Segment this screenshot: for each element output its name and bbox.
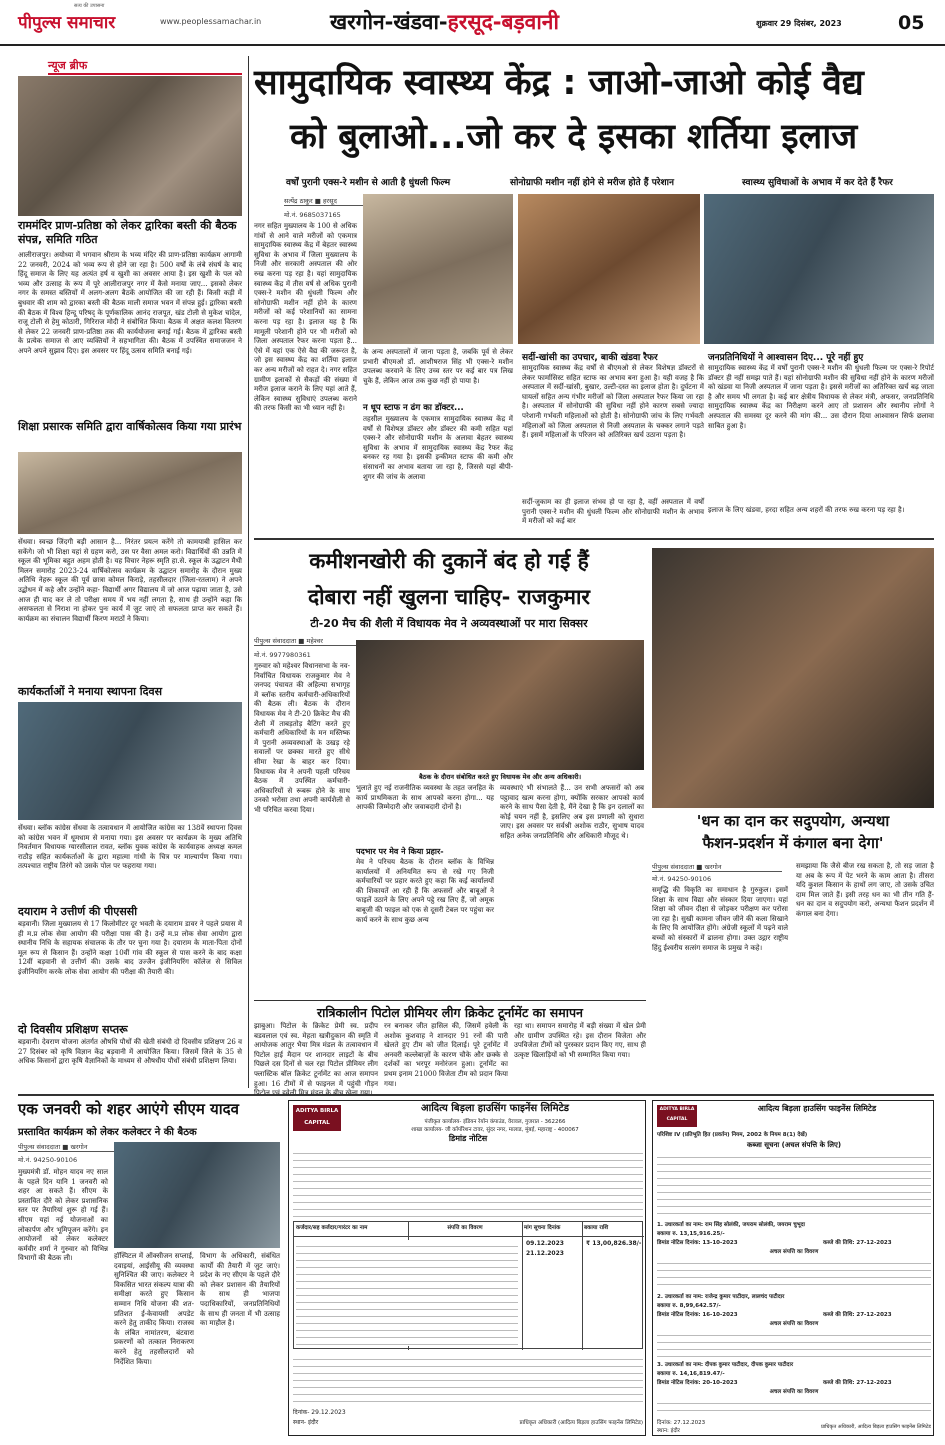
commission-col2: भुलाते हुए नई राजनीतिक व्यवस्था के तहत जनहित के कार्य प्राथमिकता के साथ आपको करना होगा... यह आपकी जिम्मेदारी और जवाबदारी दोनों है। <box>356 784 494 812</box>
story1-body: आलीराजपुर। अयोध्या में भगवान श्रीराम के भव्य मंदिर की प्राण-प्रतिष्ठा कार्यक्रम आगामी 22 जनवरी, 2024 को भव्य रूप से होने जा रहा है। 500 वर्षों के लंबे संघर्ष के बाद हिंदू समाज के लिए यह अत्यंत हर्ष व खुशी का अवसर आया है। इस खुशी के पल को भव्य और उत्साह के रूप में पूरे आलीराजपुर नगर में कैसे मनाया जाए... इसको लेकर नगर के समस्त बस्तियों में अलग-अलग बैठकें आयोजित की जा रही हैं। किसी कड़ी में बुधवार की शाम को द्वारका बस्ती की बैठक माली समाज भवन में संपन्न हुई। द्वारिका बस्ती की बैठक में विश्व हिन्दू परिषद् के पूर्णकालिक आनंद राजपूत, खंड टोली से मुकेश चांदेल, राजू टोली से हेमु कोठारी, गिरिराज मोदी ने संबोधित किया। बैठक में अक्षत कलश वितरण से लेकर 22 जनवरी प्राण-प्रतिष्ठा तक की कार्ययोजना बनाई गई। बैठक में द्वारिका बस्ती के प्रत्येक समाज से आए व्यक्तियों ने सहभागिता की। बैठक में उपस्थित समाजजन ने अपने अपने सुझाव दिए। इस अवसर पर हिंदू उत्सव समिति बनाई गई। <box>18 251 242 355</box>
ad-th1: कर्जदार/सह कर्जदार/गारंटर का नाम <box>296 1225 368 1231</box>
issue-date: शुक्रवार 29 दिसंबर, 2023 <box>756 19 842 28</box>
ad2-desc3 <box>657 1397 931 1415</box>
masthead-tagline: सत्य की उपासना <box>74 3 105 9</box>
cm-location: खरगोन <box>70 1143 88 1151</box>
commission-headline-1: कमीशनखोरी की दुकानें बंद हो गई हैं <box>309 549 589 573</box>
donation-mobile: मो.नं. 94250-90106 <box>652 875 712 883</box>
cm-reporter: पीपुल्स संवाददाता <box>18 1143 61 1151</box>
ad-row-date2: 21.12.2023 <box>526 1250 564 1257</box>
cricket-headline: रात्रिकालीन पिटोल प्रीमियर लीग क्रिकेट टूर्नामेंट का समापन <box>317 1005 583 1020</box>
ad-notice-text <box>293 1147 643 1217</box>
ad-notice-title: डिमांड नोटिस <box>448 1134 488 1143</box>
story2-title: शिक्षा प्रसारक समिति द्वारा वार्षिकोत्सव किया गया प्रारंभ <box>18 420 242 433</box>
lead-col1: नगर सहित मुख्यालय के 100 से अधिक गांवों से आने वाले मरीजों को एकमात्र सामुदायिक स्वास्थ्य केंद्र में बेहतर स्वास्थ्य सुविधा के अभाव में जिला मुख्यालय के निजी और सरकारी अस्पताल की ओर रुख करना पड़ रहा है। यहां सामुदायिक स्वास्थ्य केंद्र में तीस वर्ष से अधिक पुरानी एक्स-रे मशीन की धुंधली फिल्म और सोनोग्राफी मशीन नहीं होने के कारण मरीजों को कई परेशानियों का सामना करना पड़ रहा है। इलाज यह है कि मामूली परेशानी होने पर भी मरीजों को जिला अस्पताल रैफर करना पड़ता है... ऐसे में यहां एक ऐसे वैद्य की जरूरत है, जो इस स्वास्थ्य केंद्र का शर्तिया इलाज कर अन्य मरीजों को राहत दे। नगर सहित ग्रामीण इलाकों से सैकड़ों की संख्या में मरीज इलाज कराने के लिए यहां आते हैं, लेकिन स्वास्थ्य सुविधाएं उपलब्ध कराने की तरफ किसी का भी ध्यान नहीं है। <box>254 222 357 413</box>
cm-mobile: मो.नं. 94250-90106 <box>18 1156 78 1164</box>
deck-1: वर्षों पुरानी एक्स-रे मशीन से आती है धुंधली फिल्म <box>286 178 451 188</box>
hospital-corridor-photo <box>704 194 934 344</box>
health-centre-building-photo <box>363 194 513 344</box>
commission-subhead: पदभार पर मेव ने किया प्रहार- <box>356 847 444 856</box>
lead-subhead-3: सर्दी-खांसी का उपचार, बाकी खंडवा रैफर <box>522 353 658 363</box>
ad2-amount3: बकाया रु. 14,16,819.47/- <box>657 1371 725 1377</box>
lead-subhead-4: जनप्रतिनिधियों ने आश्वासन दिए... पूरे नहीं हुए <box>708 353 864 363</box>
lead-headline-line1: सामुदायिक स्वास्थ्य केंद्र : जाओ-जाओ कोई वैद्य <box>254 63 864 103</box>
meeting-photo <box>18 76 242 216</box>
commission-reporter: पीपुल्स संवाददाता <box>254 637 297 645</box>
satsang-crowd-photo <box>652 548 934 808</box>
ad-footer-text <box>293 1353 643 1405</box>
lead-col3b: सर्दी-जुकाम का ही इलाज संभव हो पा रहा है, वहीं अस्पताल में वर्षों पुरानी एक्स-रे मशीन की धुंधली फिल्म और सोनोग्राफी मशीन के अभाव में मरीजों को कई बार <box>522 498 704 526</box>
ad2-item1: 1. उधारकर्ता का नाम: राम सिंह सोलंकी, जयराम सोलंकी, जयराम चुभूदा <box>657 1222 805 1228</box>
website: www.peoplessamachar.in <box>160 17 262 26</box>
ad-place: स्थान- इंदौर <box>293 1419 319 1426</box>
commission-col1: गुरुवार को महेश्वर विधानसभा के नव-निर्वाचित विधायक राजकुमार मेव ने जनपद पंचायत की अहिल्या सभागृह में ब्लॉक स्तरीय कर्मचारी-अधिकारियों की बैठक ली। बैठक के दौरान विधायक मेव ने टी-20 क्रिकेट मैच की शैली में ताबड़तोड़ बैटिंग करते हुए कर्मचारी अधिकारियों के मन मस्तिष्क में पुरानी अव्यवस्थाओं के उखड़ रहे सवालों पर छक्का मारते हुए सीधे सीमा रेखा के बाहर कर दिया। विधायक मेव ने अपनी पहली परिचय बैठक में उपस्थित कर्मचारी-अधिकारियों से रूबरू होने के साथ उनको भरोसा तथा अपनी कार्यशैली से भी परिचित करवा दिया। <box>254 662 350 814</box>
ad2-desc1 <box>657 1257 931 1289</box>
ad2-notice-title: कब्जा सूचना (अचल संपत्ति के लिए) <box>746 1141 842 1149</box>
commission-headline-2: दोबारा नहीं खुलना चाहिए- राजकुमार <box>307 585 591 609</box>
cricket-col1: झाबुआ। पिटोल के क्रिकेट प्रेमी स्व. प्रदीप बडवलाल एवं स्व. मेहता खत्रीदुकान की स्मृति में आयोजक आतुर भैया मित्र मंडल के तत्वावधान में पिटोल हाई मैदान पर शानदार लाइटों के बीच पिछले दस दिनों से चल रहा पिटोल प्रीमियर लीग फ्लास्टिक बॉल क्रिकेट टूर्नामेंट का आज समापन हुआ। 16 टीमों में से फाइनल में पहुंची गौड़न <box>254 1022 378 1088</box>
story4-title: दयाराम ने उत्तीर्ण की पीएससी <box>18 905 138 918</box>
ad-date: दिनांक- 29.12.2023 <box>293 1409 346 1416</box>
story3-title: कार्यकर्ताओं ने मनाया स्थापना दिवस <box>18 685 163 698</box>
ad2-date3: डिमांड नोटिस दिनांक: 20-10-2023 <box>657 1380 738 1386</box>
ad2-possession2: कब्जे की तिथि: 27-12-2023 <box>823 1312 892 1318</box>
ad2-logo <box>657 1105 697 1127</box>
cricket-col3: रहा था। समापन समारोह में बड़ी संख्या में खेल प्रेमी और ग्रामीण उपस्थित रहे। इस दौरान विजेता और उपविजेता टीमों को पुरस्कार प्रदान किए गए, साथ ही उत्कृष्ट खिलाड़ियों को भी सम्मानित किया गया। <box>514 1022 646 1059</box>
ad2-logo-line2: CAPITAL <box>666 1117 688 1122</box>
cm-col2: हॉस्पिटल में ऑक्सीजन सप्लाई, दवाइयां, आईसीयू की व्यवस्था सुनिश्चित की जाए। कलेक्टर ने विकसित भारत संकल्प यात्रा की समीक्षा करते हुए किसान सम्मान निधि योजना की शत-प्रतिशत ई-केवायसी अपडेट करने हेतु ताकीद किया। राजस्व के लंबित नामांतरण, बंटवारा प्रकरणों को तत्काल निराकरण करने हेतु तहसीलदारों को निर्देशित किया। <box>114 1252 194 1366</box>
cm-byline: पीपुल्स संवाददाता ■ खरगोन <box>18 1142 138 1152</box>
cm-col3: विभाग के अधिकारी, संबंधित कार्यों की तैयारी में जुट जाएं। प्रदेश के नए सीएम के पहले दौरे को लेकर प्रशासन की तैयारियों के साथ ही भाजपा पदाधिकारियों, जनप्रतिनिधियों के साथ ही जनता में भी उत्साह का माहौल है। <box>200 1252 280 1328</box>
lead-subhead-2: न धूप स्टाफ न ढंग का डॉक्टर... <box>363 403 464 413</box>
donation-title-2: फैशन-प्रदर्शन में कंगाल बना देगा' <box>702 834 884 852</box>
ad-th3: मांग सूचना दिनांक <box>524 1225 561 1231</box>
ad2-possession1: कब्जे की तिथि: 27-12-2023 <box>823 1240 892 1246</box>
edition-title-b: हरसूद-बड़वानी <box>447 10 559 34</box>
ad2-sub1: अचल संपत्ति का विवरण <box>769 1249 819 1255</box>
lead-mobile: मो.नं. 9685037165 <box>284 211 341 219</box>
ad-table <box>293 1221 643 1349</box>
edition-title-a: खरगोन-खंडवा- <box>330 10 448 34</box>
foundation-day-photo <box>18 702 242 820</box>
ad2-sign: प्राधिकृत अधिकारी, आदित्य बिड़ला हाउसिंग फाइनेंस लिमिटेड <box>820 1424 931 1430</box>
story3-body: सेंधवा। ब्लॉक कांग्रेस सेंधवा के तत्वावधान में आयोजित कांग्रेस का 138वें स्थापना दिवस को कांग्रेस भवन में धूमधाम से मनाया गया। इस अवसर पर कार्यक्रम के मुख्य अतिथि निवर्तमान विधायक ग्यारसीलाल रावत, ब्लॉक युवक कांग्रेस के कार्यवाहक अध्यक्ष कमल राठौड़ सहित कार्यकर्ताओं के द्वारा महात्मा गांधी के चित्र पर माल्यार्पण किया गया। तत्पश्चात राष्ट्रीय तिरंगे को उसके पोल पर फहराया गया। <box>18 824 242 871</box>
commission-col3: व्यवस्थाएं भी संभालते हैं... उन सभी अफसरों को अब पट्ठावाद खत्म करना होगा, क्योंकि सरकार आपको कार्य करने के साथ पैसा देती है, मैंने देखा है कि इन दलालों का कोई चयन नहीं है, इसलिए अब इस प्रणाली को सुधारा जाए। इस अवसर पर सर्वश्री अशोक राठौर, सुभाष यादव सहित अनेक जनप्रतिनिधि और अधिकारी मौजूद थे। <box>500 784 644 840</box>
cricket-col2: रन बनाकर जीत हासिल की, जिसमें हवेली के अशोक कुशवाह ने शानदार 91 रनों की पारी खेलते हुए टीम को जीत दिलाई। पूरे टूर्नामेंट में अनवरी कल्लेबाज़ों के कारण चौके और छक्के से दर्शकों का भरपूर मनोरंजन हुआ। टूर्नामेंट का प्रथम इनाम 21000 विजेता टीम को प्रदान किया गया। <box>384 1022 508 1088</box>
ad-row-date: 09.12.2023 <box>526 1240 564 1247</box>
ad2-place: स्थान: इंदौर <box>657 1428 680 1434</box>
school-event-photo <box>18 452 242 534</box>
donation-col1: समृद्धि की विकृति का समाधान है गुरुकुल। इसमें शिक्षा के साथ विद्या और संस्कार दिया जाएगा। यहां शिक्षा को जीवन दीक्षा से जोड़कर परीक्षण कर परोसा जा रहा है। सुखी कामना जीवन जीने की कला सिखाने के लिए वि आयोजित होंगे। अंग्रेजी स्कूलों में पढ़ने वाले बच्चों को संस्कारों में ढालना होगा। उक्त उद्गार राष्ट्रीय हिंदु ईश्वरीय सत्संग समाज के प्रमुख ने कहे। <box>652 886 788 952</box>
donation-col2: समझाया कि जैसे बीज रख सकता है, तो सड़ जाता है या अब के रूप में पेट भरने के काम आता है। तीसरा यदि कुशल किसान के हाथों लग जाए, तो उसके उचित दाम मिल जाते हैं। इसी तरह धन का भी तीन गति हैं- धन का दान व सदुपयोग करो, अन्यथा फैशन प्रदर्शन में कंगाल बना देगा। <box>796 862 934 918</box>
ad-logo <box>293 1105 341 1131</box>
lead-col3: सामुदायिक स्वास्थ्य केंद्र वर्षों से बीएमओ से लेकर विशेषज्ञ डॉक्टरों से लेकर फार्मासिस्ट सहित स्टाफ का अभाव बना हुआ है। यही वजह है कि अस्पताल में सर्दी-खांसी, बुखार, उल्टी-दस्त का इलाज होता है। दुर्घटना में घायलों सहित अन्य गंभीर मरीजों को जिला अस्पताल रैफर किया जा रहा है। अस्पताल में सोनोग्राफी की सुविधा नहीं होने कारण सबसे ज्यादा परेशानी गर्भवती महिलाओं को होती है। सोनोग्राफी जांच के लिए गर्भवती महिलाओं को जिला अस्पताल से निजी अस्पताल के चक्कर लगाने पड़ते हैं। इसमें महिलाओं के परिजन को अतिरिक्त खर्च उठाना पड़ता है। <box>522 364 704 440</box>
edition-title <box>330 8 559 36</box>
commission-meeting-photo <box>356 640 644 770</box>
lead-deck <box>254 175 934 189</box>
cm-deck: प्रस्तावित कार्यक्रम को लेकर कलेक्टर ने की बैठक <box>18 1127 197 1138</box>
ad2-date1: डिमांड नोटिस दिनांक: 13-10-2023 <box>657 1240 738 1246</box>
possession-notice-ad <box>652 1100 934 1436</box>
story4-body: बड़वानी। जिला मुख्यालय से 17 किलोमीटर दूर भवती के दयाराम डावर ने पहले प्रयास में ही म.प्र लोक सेवा आयोग की परीक्षा पास की है। उन्हें म.प्र लोक सेवा आयोग द्वारा स्थानीय निधि के सहायक संचालक के तौर पर चुना गया है। दयाराम के माता-पिता दोनों मूल रूप से किसान हैं। उन्होंने कक्षा 10वीं गांव की स्कूल से पास करने के बाद कक्षा 12वीं बड़वानी से उत्तीर्ण की। उसके बाद उज्जैन इंजीनियरिंग कॉलेज से सिविल इंजीनियरिंग करके लोक सेवा आयोग की परीक्षा की तैयारी की। <box>18 920 242 976</box>
collector-meeting-photo <box>114 1142 280 1248</box>
ad-branch: शाखा कार्यालय- जी कॉर्पोरेशन टावर, सुंदर नगर, मालाड, मुंबई, महाराष्ट्र - 400067 <box>411 1127 579 1133</box>
ad2-amount2: बकाया रु. 8,99,642.57/- <box>657 1303 721 1309</box>
ad-company: आदित्य बिड़ला हाउसिंग फाइनेंस लिमिटेड <box>421 1103 569 1114</box>
cm-col1: मुख्यमंत्री डॉ. मोहन यादव नए साल के पहले दिन यानि 1 जनवरी को शहर आ सकते हैं। सीएम के प्रस्तावित दौरे को लेकर प्रशासनिक स्तर पर तैयारियां शुरू हो गई हैं। सीएम यहां नई योजनाओं का लोकार्पण और भूमिपूजन करेंगे। इन आयोजनों को लेकर कलेक्टर कर्मवीर शर्मा ने गुरुवार को विभिन्न विभागों की बैठक ली। <box>18 1168 108 1263</box>
ad2-logo-line1: ADITYA BIRLA <box>659 1107 695 1112</box>
hospital-ward-photo <box>518 194 700 344</box>
ad-logo-line2: CAPITAL <box>304 1120 330 1126</box>
ad2-date2: डिमांड नोटिस दिनांक: 16-10-2023 <box>657 1312 738 1318</box>
ad2-sub3: अचल संपत्ति का विवरण <box>769 1389 819 1395</box>
masthead-logo: पीपुल्स समाचार <box>18 13 116 33</box>
left-column <box>18 56 242 906</box>
ad2-item3: 3. उधारकर्ता का नाम: दीपक कुमार पाटीदार, दीपक कुमार पाटीदार <box>657 1362 794 1368</box>
ad2-item2: 2. उधारकर्ता का नाम: राजेन्द्र कुमार पाटीदार, लालचंद पाटीदार <box>657 1294 785 1300</box>
story2-body: सेंधवा। स्वच्छ जिंदगी बड़ी आसान है... निरंतर प्रयत्न करेंगे तो कामयाबी हासिल कर सकेंगे। जो भी शिक्षा यहां से ग्रहण करो, उस पर वैसा अमल करो। विद्यार्थियों की उन्नति में स्कूल की भूमिका बहुत अहम होती है। यह विचार नेहरू स्मृति हा.से. स्कूल के उद्घाटन मैथी मिलन समारोह 2023-24 वार्षिकोत्सव कार्यक्रम के उद्घाटन समारोह के दौरान मुख्य अतिथि नेहरू स्कूल की पूर्व छात्रा कोमल किराड़े, तहसीलदार (जिला-रतलाम) ने अपने उद्बोधन में कहे और उन्होंने कहा- विद्यार्थी अगर विद्यालय में जो आज पढ़ाया जाता है, उसे आज ही याद कर ले तो परीक्षा समय में भय नहीं लगता है, साथ ही उन्होंने कहा कि असफलता से निराश ना होकर पुनः कार्य में जुट जाएं तो सफलता प्राप्त कर सकते हैं। कार्यक्रम का संचालन विद्यार्थी किरण मराठों ने किया। <box>18 538 242 623</box>
demand-notice-ad <box>288 1100 646 1436</box>
ad-row-amount: ₹ 13,00,826.38/- <box>586 1240 642 1247</box>
ad-address: पंजीकृत कार्यालय- इंडियन रेयॉन कंपाउंड, वेरावल, गुजरात - 362266 <box>424 1119 566 1125</box>
commission-col2b: मेव ने परिचय बैठक के दौरान ब्लॉक के विभिन्न कार्यालयों में अनियमित रूप से रखे गए निजी कर्मचारियों पर प्रहार करते हुए कहा कि कई कार्यालयों की शिकायतें आ रही हैं कि अफसरों और बाबूओं ने फाइलें उठाने के लिए अपने पट्ठे रख लिए हैं, जो अमूक बाबूजी की फाइल को एक से दूसरी टेबल पर पहुंचा कर कार्य करने के साथ कुछ अन्य <box>356 858 494 924</box>
lead-col2b: तहसील मुख्यालय के एकमात्र सामुदायिक स्वास्थ्य केंद्र में वर्षों से विशेषज्ञ डॉक्टर और डॉक्टर की कमी सहित यहां एक्स-रे और सोनोग्राफी मशीन के अलावा बेहतर स्वास्थ्य सुविधा के अभाव में सामुदायिक स्वास्थ्य केंद्र रैफर केंद्र बनकर रह गया है। इसकी इन्कीमत स्टाफ की कमी और संसाधनों का अभाव बताया जा रहा है, जिससे यहां बीपी-शुगर की जांच के अलावा <box>363 415 513 481</box>
ad2-company: आदित्य बिड़ला हाउसिंग फाइनेंस लिमिटेड <box>757 1104 877 1113</box>
ad2-date: दिनांक: 27.12.2023 <box>657 1420 706 1426</box>
ad2-sub2: अचल संपत्ति का विवरण <box>769 1321 819 1327</box>
commission-location: महेश्वर <box>306 637 323 645</box>
donation-byline: पीपुल्स संवाददाता ■ खरगोन <box>652 862 782 872</box>
lead-headline-line2: को बुलाओ...जो कर दे इसका शर्तिया इलाज <box>290 117 858 157</box>
ad2-possession3: कब्जे की तिथि: 27-12-2023 <box>823 1380 892 1386</box>
news-brief-label: न्यूज ब्रीफ <box>48 58 242 75</box>
lead-byline: सत्येंद्र ठाकुर ■ हरसूद <box>284 196 364 206</box>
lead-reporter: सत्येंद्र ठाकुर <box>284 197 313 205</box>
donation-reporter: पीपुल्स संवाददाता <box>652 863 695 871</box>
ad-logo-line1: ADITYA BIRLA <box>295 1108 339 1114</box>
masthead <box>0 0 945 46</box>
commission-caption: बैठक के दौरान संबोधित करते हुए विधायक मेव और अन्य अधिकारी। <box>418 773 582 781</box>
donation-title-1: 'धन का दान कर सदुपयोग, अन्यथा <box>696 812 890 830</box>
lead-location: हरसूद <box>322 197 337 205</box>
ad-th2: संपत्ति का विवरण <box>447 1225 483 1231</box>
story1-title: राममंदिर प्राण-प्रतिष्ठा को लेकर द्वारिका बस्ती की बैठक संपन्न, समिति गठित <box>18 219 237 246</box>
ad-row-text <box>296 1240 518 1346</box>
story5-body: बड़वानी। देवराण योजना अंतर्गत औषधि पौधों की खेती संबंधी दो दिवसीय प्रशिक्षण 26 व 27 दिसंबर को कृषि विज्ञान केंद्र बड़वानी में आयोजित किया। जिसमें जिले के 35 से अधिक किसानों द्वारा कृषि वैज्ञानिकों के माध्यम से औषधीय पौधों संबंधी प्रशिक्षण लिया। <box>18 1038 242 1066</box>
ad2-intro-text <box>657 1151 931 1217</box>
ad-sign: प्राधिकृत अधिकारी (आदित्य बिड़ला हाउसिंग फाइनेंस लिमिटेड) <box>519 1420 643 1426</box>
ad2-desc2 <box>657 1329 931 1357</box>
ad-th4: बकाया राशि <box>584 1225 609 1231</box>
commission-mobile: मो.नं. 9977980361 <box>254 651 311 659</box>
story5-title: दो दिवसीय प्रशिक्षण सप्तरू <box>18 1023 128 1036</box>
cm-headline: एक जनवरी को शहर आएंगे सीएम यादव <box>18 1100 239 1118</box>
lead-col4: सामुदायिक स्वास्थ्य केंद्र में वर्षों पुरानी एक्स-रे मशीन की धुंधली फिल्म पर एक्स-रे रिपोर्ट डॉक्टर ही नहीं समझ पाते हैं। यहां सोनोग्राफी मशीन की सुविधा नहीं होने के कारण मरीजों को खंडवा या निजी अस्पताल में जाना पड़ता है। इससे मरीजों का अतिरिक्त खर्च बढ़ जाता है और समय भी लगता है। कई बार क्षेत्रीय विधायक से लेकर मंत्री, अफसर, जनप्रतिनिधि सामुदायिक स्वास्थ्य केंद्र का निरीक्षण करने आए तो प्रशासन और स्थानीय लोगों ने अस्पताल की समस्या दूर करने की मांग की... उस दौरान दिया आश्वासन सिर्फ छलावा साबित हुआ है। <box>708 364 934 430</box>
commission-byline: पीपुल्स संवाददाता ■ महेश्वर <box>254 636 384 646</box>
lead-col2: के अन्य अस्पतालों में जाना पड़ता है, जबकि पूर्व से लेकर प्रभारी बीएमओ डॉ. आशीषराज सिंह भी एक्स-रे मशीन उपलब्ध करवाने के लिए उच्च स्तर पर कई बार पत्र लिख चुके हैं, लेकिन आज तक कुछ नहीं हो पाया है। <box>363 348 513 385</box>
deck-3: स्वास्थ्य सुविधाओं के अभाव में कर देते हैं रैफर <box>742 178 893 188</box>
page-number: 05 <box>898 12 925 34</box>
ad2-amount1: बकाया रु. 13,15,916.25/- <box>657 1231 725 1237</box>
commission-deck: टी-20 मैच की शैली में विधायक मेव ने अव्यवस्थाओं पर मारा सिक्सर <box>310 617 588 630</box>
lead-col4b: इलाज के लिए खंडवा, हरदा सहित अन्य शहरों की तरफ रुख करना पड़ रहा है। <box>708 506 905 514</box>
donation-location: खरगोन <box>704 863 722 871</box>
deck-2: सोनोग्राफी मशीन नहीं होने से मरीज होते हैं परेशान <box>510 178 674 188</box>
ad2-rule: परिशिष्ट IV (प्रतिभूति हित (प्रवर्तन) नियम, 2002 के नियम 8(1) देखें) <box>657 1132 808 1138</box>
